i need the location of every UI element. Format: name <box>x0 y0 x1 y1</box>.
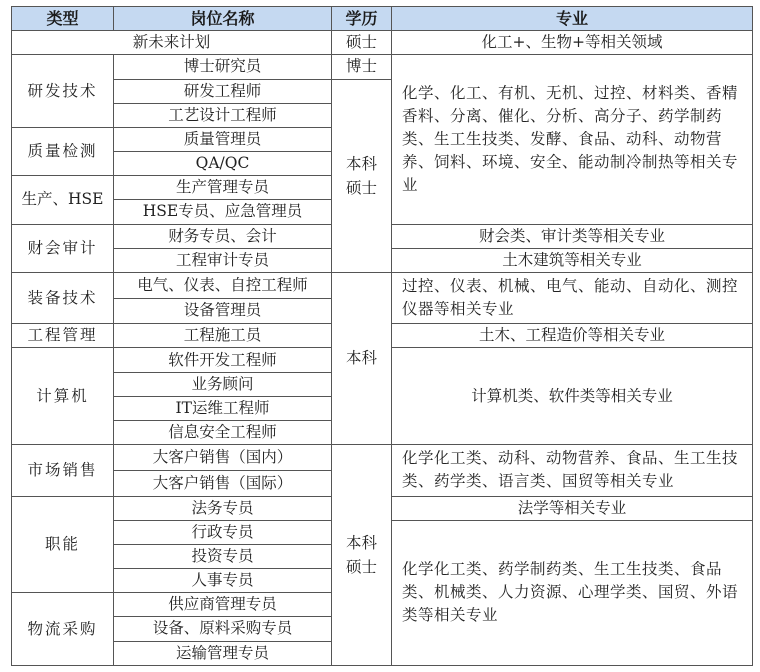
degree-text: 本科 硕士 <box>345 154 377 197</box>
major-cell: 计算机类、软件类等相关专业 <box>392 348 753 445</box>
position-cell: 行政专员 <box>114 520 332 544</box>
header-major: 专业 <box>392 7 753 31</box>
position-cell: 工程施工员 <box>114 324 332 348</box>
position-cell: 软件开发工程师 <box>114 348 332 372</box>
recruitment-table <box>11 6 753 666</box>
position-cell: 运输管理专员 <box>114 641 332 665</box>
major-cell: 土木、工程造价等相关专业 <box>392 324 753 348</box>
category-cell: 财会审计 <box>12 224 114 272</box>
position-cell: 财务专员、会计 <box>114 224 332 248</box>
position-cell: 设备、原料采购专员 <box>114 617 332 641</box>
major-cell: 过控、仪表、机械、电气、能动、自动化、测控仪器等相关专业 <box>392 272 753 323</box>
category-cell: 职能 <box>12 496 114 593</box>
major-cell: 化学、化工、有机、无机、过控、材料类、香精香料、分离、催化、分析、高分子、药学制药类、生工生技类、发酵、食品、动科、动物营养、饲料、环境、安全、能动制冷制热等相关专业 <box>392 55 753 224</box>
position-cell: 业务顾问 <box>114 372 332 396</box>
degree-cell: 本科 <box>332 272 392 444</box>
category-cell: 研发技术 <box>12 55 114 128</box>
category-cell: 质量检测 <box>12 127 114 175</box>
position-cell: 工程审计专员 <box>114 248 332 272</box>
position-cell: IT运维工程师 <box>114 396 332 420</box>
table-row <box>12 445 753 471</box>
position-cell: 大客户销售（国内） <box>114 445 332 471</box>
position-cell: QA/QC <box>114 152 332 176</box>
category-cell: 计算机 <box>12 348 114 445</box>
category-cell: 工程管理 <box>12 324 114 348</box>
position-cell: 研发工程师 <box>114 79 332 103</box>
header-type: 类型 <box>12 7 114 31</box>
category-cell: 装备技术 <box>12 272 114 323</box>
table-row <box>12 55 753 79</box>
header-degree: 学历 <box>332 7 392 31</box>
degree-cell: 博士 <box>332 55 392 79</box>
position-cell: 新未来计划 <box>12 31 332 55</box>
position-cell: 质量管理员 <box>114 127 332 151</box>
position-cell: 信息安全工程师 <box>114 420 332 444</box>
major-cell: 化工+、生物+等相关领域 <box>392 31 753 55</box>
degree-cell <box>332 79 392 272</box>
major-cell: 法学等相关专业 <box>392 496 753 520</box>
table-row <box>12 272 753 298</box>
category-cell: 生产、HSE <box>12 176 114 224</box>
header-row <box>12 7 753 31</box>
position-cell: 法务专员 <box>114 496 332 520</box>
position-cell: 电气、仪表、自控工程师 <box>114 272 332 298</box>
position-cell: 博士研究员 <box>114 55 332 79</box>
major-cell: 土木建筑等相关专业 <box>392 248 753 272</box>
major-cell: 财会类、审计类等相关专业 <box>392 224 753 248</box>
table-row <box>12 31 753 55</box>
category-cell: 物流采购 <box>12 593 114 666</box>
position-cell: 人事专员 <box>114 569 332 593</box>
position-cell: 生产管理专员 <box>114 176 332 200</box>
position-cell: HSE专员、应急管理员 <box>114 200 332 224</box>
position-cell: 工艺设计工程师 <box>114 103 332 127</box>
major-cell: 化学化工类、药学制药类、生工生技类、食品类、机械类、人力资源、心理学类、国贸、外语类等相关专业 <box>392 520 753 665</box>
position-cell: 投资专员 <box>114 544 332 568</box>
degree-cell: 硕士 <box>332 31 392 55</box>
position-cell: 设备管理员 <box>114 298 332 324</box>
degree-cell <box>332 445 392 666</box>
major-cell: 化学化工类、动科、动物营养、食品、生工生技类、药学类、语言类、国贸等相关专业 <box>392 445 753 496</box>
position-cell: 供应商管理专员 <box>114 593 332 617</box>
degree-text: 本科 硕士 <box>345 534 377 577</box>
position-cell: 大客户销售（国际） <box>114 470 332 496</box>
header-position: 岗位名称 <box>114 7 332 31</box>
category-cell: 市场销售 <box>12 445 114 496</box>
